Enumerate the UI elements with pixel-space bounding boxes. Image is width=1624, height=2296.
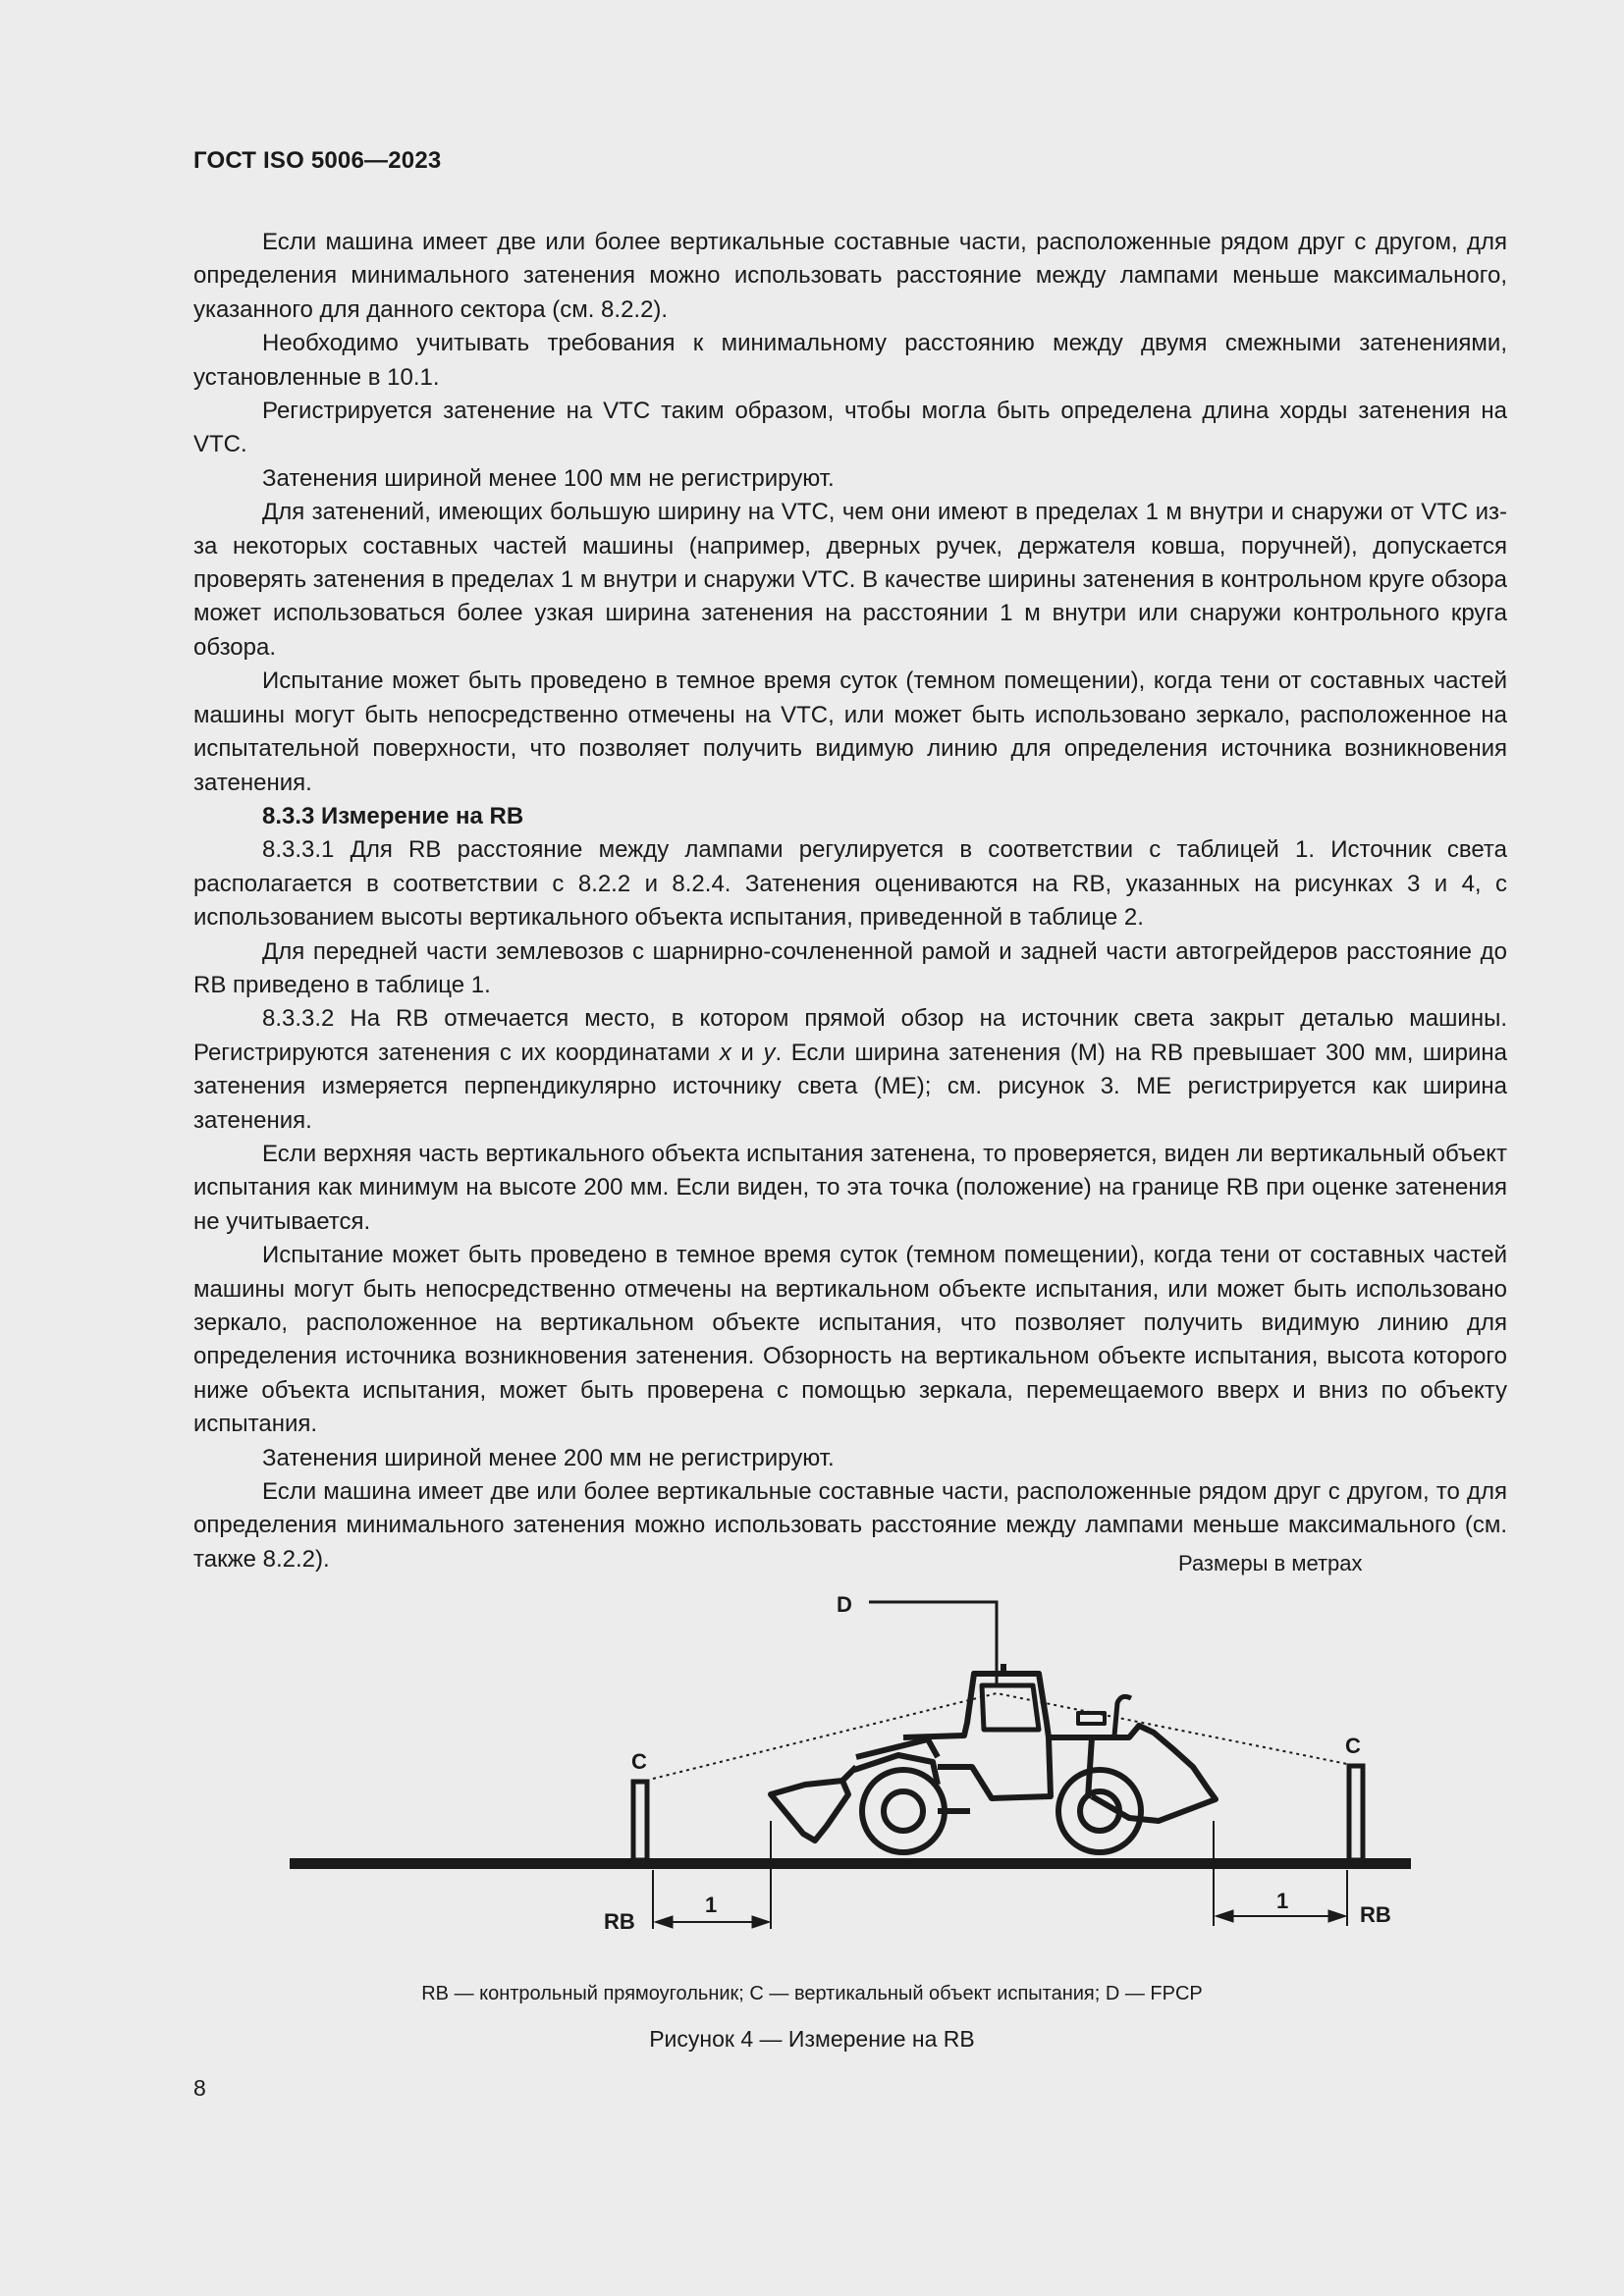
paragraph: Для затенений, имеющих большую ширину на VTC, чем они имеют в пределах 1 м внутри и снаружи от VTC из-за некоторых составных частей машины (например, дверных ручек, держателя ковша, поручней), допускается проверять затенения в пределах 1 м внутри и снаружи VTC. В качестве ширины затенения в контрольном круге обзора может использоваться более узкая ширина затенения на расстоянии 1 м внутри или снаружи контрольного круга обзора. [193,499,1507,661]
paragraph: Если верхняя часть вертикального объекта испытания затенена, то проверяется, виден ли вертикальный объект испытания как минимум на высоте 200 мм. Если виден, то эта точка (положение) на границе RB при оценке затенения не учитывается. [193,1140,1507,1235]
paragraph: Испытание может быть проведено в темное время суток (темном помещении), когда тени от составных частей машины могут быть непосредственно отмечены на вертикальном объекте испытания, или может быть использовано зеркало, расположенное на вертикальном объекте испытания, что позволяет получить видимую линию для определения источника возникновения затенения. Обзорность на вертикальном объекте испытания, высота которого ниже объекта испытания, может быть проверена с помощью зеркала, перемещаемого вверх и вниз по объекту испытания. [193,1242,1507,1438]
paragraph-text: и [740,1039,754,1066]
dimension-arrow-left [655,1916,770,1928]
figure-legend: RB — контрольный прямоугольник; C — вертикальный объект испытания; D — FPCP [421,1983,1203,2004]
label-d: D [837,1592,852,1617]
paragraph: Для передней части землевозов с шарнирно-сочлененной рамой и задней части автогрейдеров расстояние до RB приведено в таблице 1. [193,937,1507,998]
paragraph: Если машина имеет две или более вертикальные составные части, расположенные рядом друг с другом, то для определения минимального затенения можно использовать расстояние между лампами меньше максимального (см. также 8.2.2). [193,1478,1507,1573]
paragraph: Регистрируется затенение на VTC таким образом, чтобы могла быть определена длина хорды затенения на VTC. [193,398,1507,458]
page-number: 8 [193,2075,206,2101]
document-header: ГОСТ ISO 5006—2023 [193,147,442,174]
section-heading: 8.3.3 Измерение на RB [262,802,524,829]
sight-line-dotted [653,1693,1347,1779]
label-rb-left: RB [604,1909,635,1934]
italic-variable: y [763,1039,776,1066]
dimension-value-left: 1 [705,1893,718,1917]
paragraph-text: . Если ширина затенения (М) на RB превышает 300 мм, ширина затенения измеряется перпендикулярно источнику света (ME); см. рисунок 3. ME регистрируется как ширина затенения. [193,1039,1507,1134]
paragraph: Необходимо учитывать требования к минимальному расстоянию между двумя смежными затенениями, установленные в 10.1. [193,330,1507,391]
paragraph-text: 8.3.3.2 На RB отмечается место, в котором прямой обзор на источник света закрыт деталью машины. Регистрируются затенения с их координатами [193,1005,1507,1066]
label-c-right: C [1345,1734,1361,1758]
italic-variable: x [719,1039,731,1066]
paragraph: Затенения шириной менее 200 мм не регистрируют. [262,1444,835,1471]
dimension-value-right: 1 [1276,1889,1289,1913]
paragraph: Затенения шириной менее 100 мм не регистрируют. [262,464,835,492]
loader-machine [771,1664,1216,1852]
paragraph: 8.3.3.1 Для RB расстояние между лампами регулируется в соответствии с таблицей 1. Источник света располагается в соответствии с 8.2.2 и 8.2.4. Затенения оцениваются на RB, указанных на рисунках 3 и 4, с использованием высоты вертикального объекта испытания, приведенной в таблице 2. [193,836,1507,932]
ground-line [290,1858,1411,1869]
paragraph: Испытание может быть проведено в темное время суток (темном помещении), когда тени от составных частей машины могут быть непосредственно отмечены на VTC, или может быть использовано зеркало, расположенное на испытательной поверхности, что позволяет получить видимую линию для определения источника возникновения затенения. [193,667,1507,796]
paragraph: Если машина имеет две или более вертикальные составные части, расположенные рядом друг с другом, для определения минимального затенения можно использовать расстояние между лампами меньше максимального, указанного для данного сектора (см. 8.2.2). [193,229,1507,323]
dimensions-note: Размеры в метрах [1178,1551,1363,1575]
figure-caption: Рисунок 4 — Измерение на RB [649,2026,975,2052]
label-c-left: C [631,1749,647,1774]
test-object-right [1349,1766,1363,1860]
test-object-left [633,1782,647,1860]
label-rb-right: RB [1360,1902,1391,1927]
